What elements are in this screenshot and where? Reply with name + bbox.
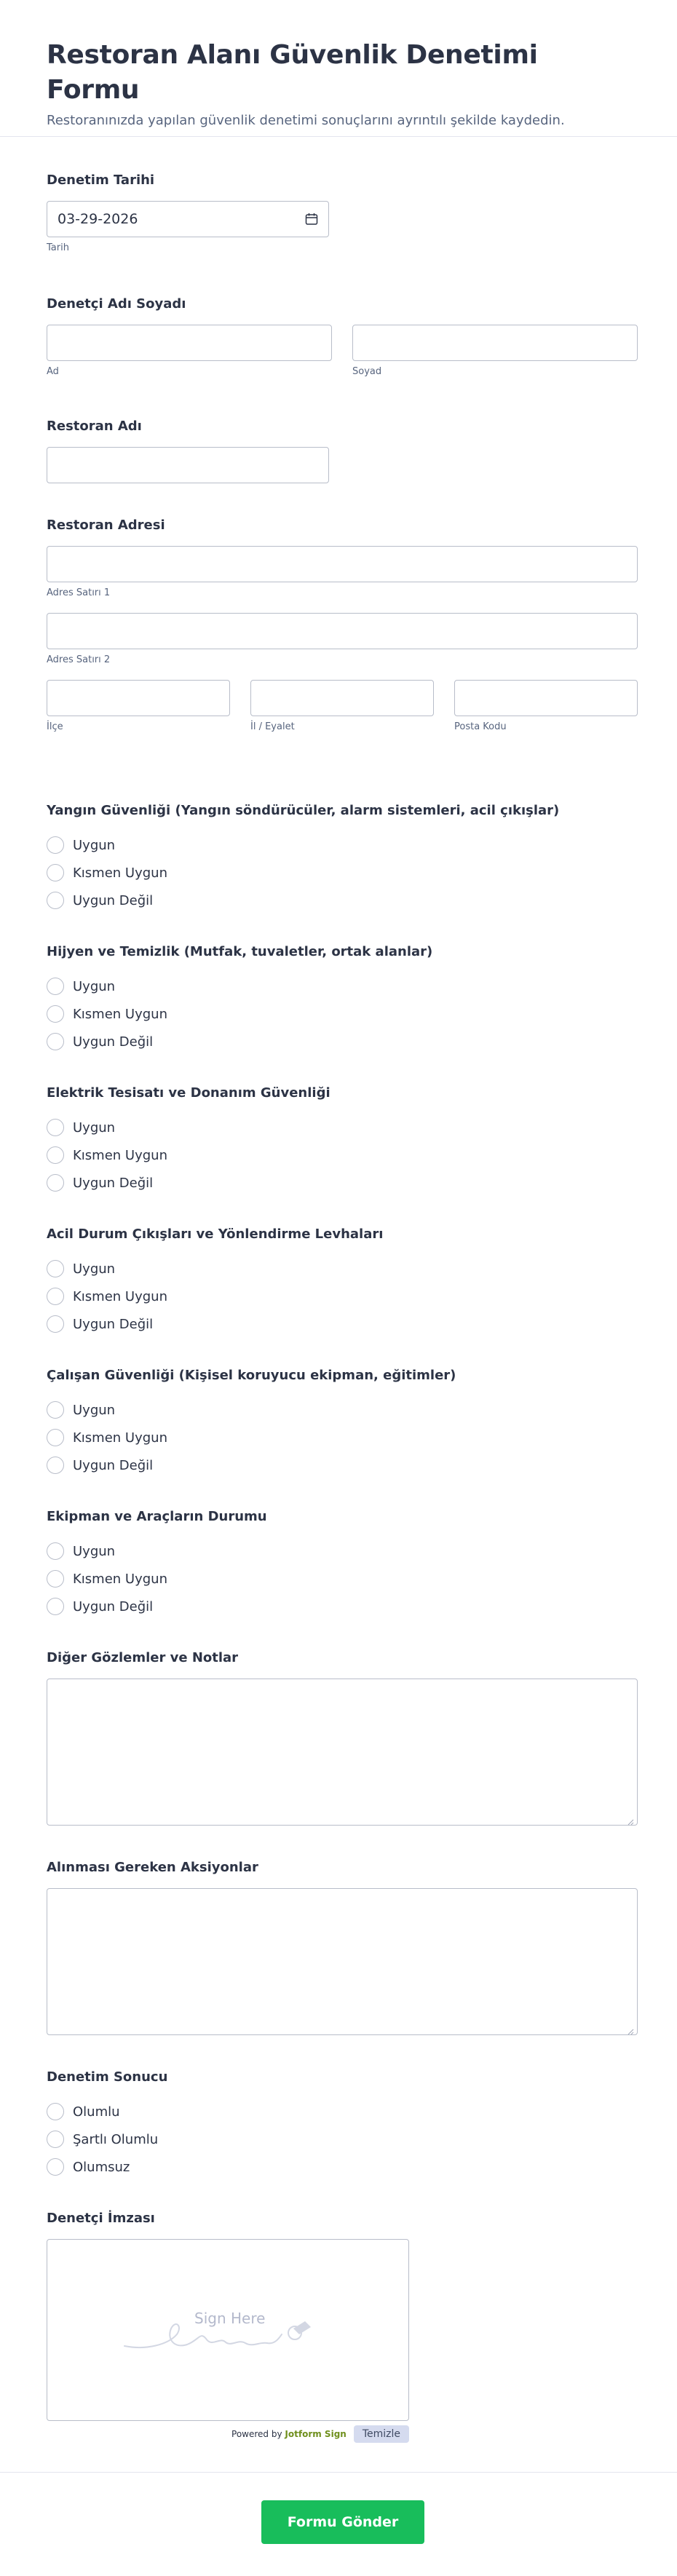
radio-label: Uygun Değil <box>73 1457 154 1473</box>
radio-label: Uygun <box>73 837 116 853</box>
clear-signature-button[interactable]: Temizle <box>354 2425 409 2443</box>
restaurant-name-input[interactable] <box>47 447 329 483</box>
radio-label: Uygun Değil <box>73 1316 154 1332</box>
radio-option[interactable] <box>47 2153 638 2181</box>
radio-option[interactable] <box>47 859 638 887</box>
powered-by-prefix: Powered by <box>231 2429 282 2439</box>
radio-option[interactable] <box>47 1114 638 1141</box>
radio-label: Uygun Değil <box>73 892 154 908</box>
form-header <box>0 0 677 137</box>
radio-label: Uygun <box>73 1543 116 1559</box>
radio-option[interactable] <box>47 887 638 914</box>
address-line2-sublabel: Adres Satırı 2 <box>47 654 111 665</box>
radio-label: Kısmen Uygun <box>73 1430 167 1446</box>
auditor-name-label: Denetçi Adı Soyadı <box>47 296 186 312</box>
notes-label: Diğer Gözlemler ve Notlar <box>47 1650 239 1665</box>
address-line1-sublabel: Adres Satırı 1 <box>47 587 111 598</box>
radio-circle[interactable] <box>47 1174 64 1192</box>
radio-label: Uygun <box>73 1402 116 1418</box>
district-input[interactable] <box>47 680 230 716</box>
radio-label: Uygun <box>73 978 116 994</box>
signature-footer <box>47 2425 409 2443</box>
radio-label: Şartlı Olumlu <box>73 2131 159 2147</box>
address-label: Restoran Adresi <box>47 518 165 533</box>
notes-field <box>47 1649 638 1826</box>
radio-circle[interactable] <box>47 1429 64 1446</box>
question-label: Elektrik Tesisatı ve Donanım Güvenliği <box>47 1085 330 1101</box>
question-hygiene <box>47 943 638 1055</box>
first-name-input[interactable] <box>47 325 332 361</box>
radio-label: Uygun Değil <box>73 1598 154 1614</box>
first-name-sublabel: Ad <box>47 366 59 377</box>
radio-circle[interactable] <box>47 1542 64 1560</box>
radio-label: Uygun <box>73 1119 116 1136</box>
radio-circle[interactable] <box>47 1598 64 1615</box>
radio-option[interactable] <box>47 1000 638 1028</box>
state-input[interactable] <box>250 680 434 716</box>
auditor-name-field <box>47 296 638 379</box>
radio-circle[interactable] <box>47 1315 64 1333</box>
address-line2-input[interactable] <box>47 613 638 649</box>
radio-circle[interactable] <box>47 978 64 995</box>
last-name-input[interactable] <box>352 325 638 361</box>
question-equipment <box>47 1508 638 1620</box>
radio-option[interactable] <box>47 1565 638 1593</box>
radio-circle[interactable] <box>47 1570 64 1588</box>
resize-handle-icon[interactable] <box>627 2024 634 2032</box>
audit-result-field <box>47 2069 638 2181</box>
radio-label: Uygun Değil <box>73 1034 154 1050</box>
radio-label: Uygun Değil <box>73 1175 154 1191</box>
jotform-sign-brand: Jotform Sign <box>285 2429 347 2439</box>
form-subtitle: Restoranınızda yapılan güvenlik denetimi sonuçlarını ayrıntılı şekilde kaydedin. <box>47 113 565 128</box>
actions-field <box>47 1859 638 2035</box>
radio-label: Kısmen Uygun <box>73 865 167 881</box>
question-label: Yangın Güvenliği (Yangın söndürücüler, alarm sistemleri, acil çıkışlar) <box>47 803 560 818</box>
calendar-icon[interactable] <box>305 213 318 226</box>
radio-label: Kısmen Uygun <box>73 1147 167 1163</box>
radio-circle[interactable] <box>47 892 64 909</box>
form-title: Restoran Alanı Güvenlik Denetimi Formu <box>47 40 538 105</box>
radio-option[interactable] <box>47 1283 638 1310</box>
actions-textarea[interactable] <box>47 1888 638 2035</box>
radio-option[interactable] <box>47 1396 638 1424</box>
question-label: Çalışan Güvenliği (Kişisel koruyucu ekipman, eğitimler) <box>47 1368 456 1383</box>
signature-label: Denetçi İmzası <box>47 2211 155 2226</box>
radio-circle[interactable] <box>47 1260 64 1277</box>
radio-label: Kısmen Uygun <box>73 1288 167 1304</box>
radio-option[interactable] <box>47 1310 638 1338</box>
question-employee-safety <box>47 1367 638 1479</box>
radio-circle[interactable] <box>47 1005 64 1023</box>
radio-option[interactable] <box>47 1169 638 1197</box>
radio-circle[interactable] <box>47 1146 64 1164</box>
radio-option[interactable] <box>47 831 638 859</box>
radio-option[interactable] <box>47 2125 638 2153</box>
audit-date-label: Denetim Tarihi <box>47 173 155 188</box>
radio-option[interactable] <box>47 1451 638 1479</box>
radio-circle[interactable] <box>47 1033 64 1050</box>
submit-button[interactable]: Formu Gönder <box>261 2500 424 2544</box>
question-label: Acil Durum Çıkışları ve Yönlendirme Levhaları <box>47 1226 384 1242</box>
address-field <box>47 517 638 734</box>
last-name-sublabel: Soyad <box>352 366 382 377</box>
audit-date-value: 03-29-2026 <box>58 211 138 227</box>
radio-option[interactable] <box>47 1424 638 1451</box>
state-sublabel: İl / Eyalet <box>250 721 295 732</box>
audit-date-sublabel: Tarih <box>47 242 69 253</box>
radio-circle[interactable] <box>47 864 64 881</box>
radio-label: Olumsuz <box>73 2159 130 2175</box>
form-footer <box>0 2472 677 2576</box>
radio-label: Olumlu <box>73 2104 120 2120</box>
radio-label: Uygun <box>73 1261 116 1277</box>
radio-circle[interactable] <box>47 1119 64 1136</box>
restaurant-name-field <box>47 418 638 483</box>
question-emergency-exits <box>47 1226 638 1338</box>
radio-option[interactable] <box>47 1141 638 1169</box>
restaurant-name-label: Restoran Adı <box>47 419 142 434</box>
radio-circle[interactable] <box>47 1457 64 1474</box>
resize-handle-icon[interactable] <box>627 1815 634 1822</box>
question-label: Ekipman ve Araçların Durumu <box>47 1509 267 1524</box>
signature-field <box>47 2210 638 2443</box>
radio-label: Kısmen Uygun <box>73 1571 167 1587</box>
powered-by <box>231 2429 347 2439</box>
actions-label: Alınması Gereken Aksiyonlar <box>47 1860 258 1875</box>
signature-pad[interactable] <box>47 2239 409 2421</box>
radio-option[interactable] <box>47 1255 638 1283</box>
radio-circle[interactable] <box>47 1401 64 1419</box>
question-fire-safety <box>47 802 638 914</box>
district-sublabel: İlçe <box>47 721 63 732</box>
radio-option[interactable] <box>47 1537 638 1565</box>
radio-circle[interactable] <box>47 2131 64 2148</box>
radio-circle[interactable] <box>47 836 64 854</box>
audit-result-label: Denetim Sonucu <box>47 2069 168 2085</box>
postal-code-sublabel: Posta Kodu <box>454 721 507 732</box>
audit-date-input[interactable] <box>47 201 329 237</box>
audit-date-field <box>47 172 638 255</box>
question-label: Hijyen ve Temizlik (Mutfak, tuvaletler, ortak alanlar) <box>47 944 433 959</box>
radio-option[interactable] <box>47 972 638 1000</box>
radio-label: Kısmen Uygun <box>73 1006 167 1022</box>
radio-circle[interactable] <box>47 2158 64 2176</box>
signature-placeholder: Sign Here <box>194 2310 266 2327</box>
radio-option[interactable] <box>47 1028 638 1055</box>
notes-textarea[interactable] <box>47 1679 638 1826</box>
radio-option[interactable] <box>47 1593 638 1620</box>
postal-code-input[interactable] <box>454 680 638 716</box>
radio-circle[interactable] <box>47 1288 64 1305</box>
question-electrical <box>47 1085 638 1197</box>
radio-option[interactable] <box>47 2098 638 2125</box>
radio-circle[interactable] <box>47 2103 64 2120</box>
address-line1-input[interactable] <box>47 546 638 582</box>
